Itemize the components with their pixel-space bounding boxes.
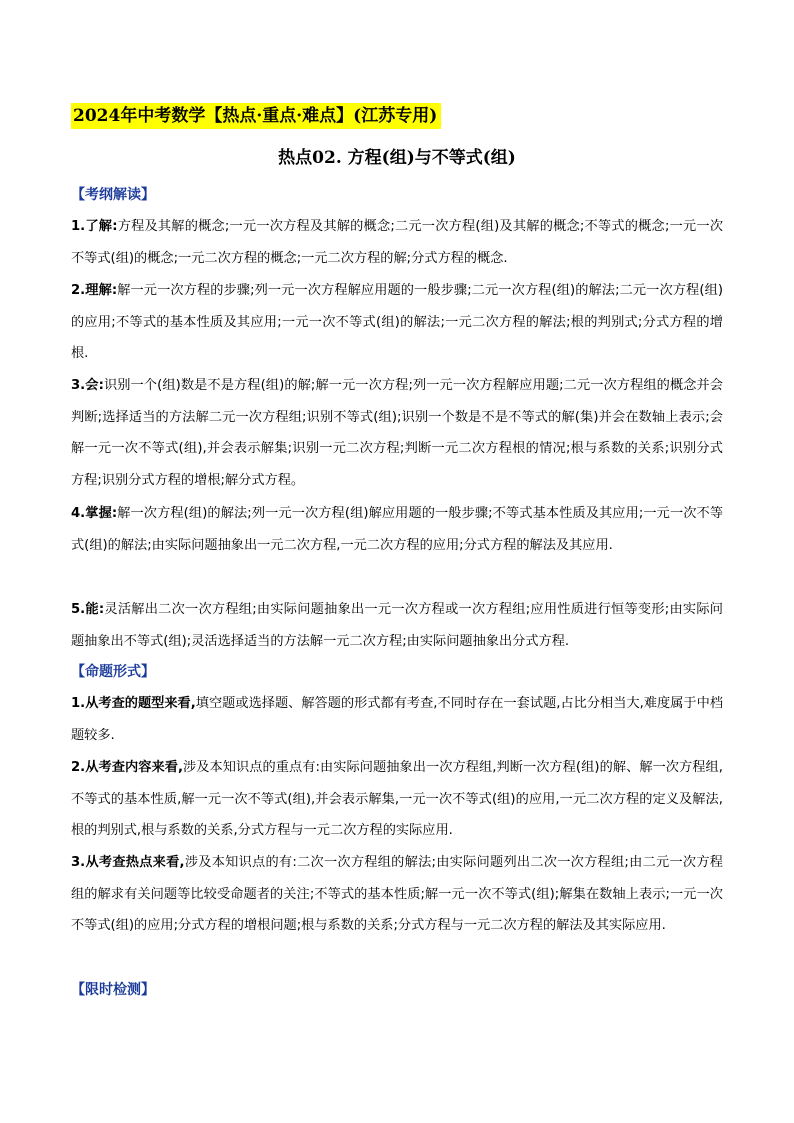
- item-lead: 1.从考查的题型来看,: [71, 696, 196, 711]
- item-text: 填空题或选择题、解答题的形式都有考查,不同时存在一套试题,占比分相当大,难度属于中档题较多.: [71, 696, 724, 743]
- section-heading-syllabus: 【考纲解读】: [71, 187, 155, 203]
- item-lead: 2.理解:: [71, 283, 118, 298]
- section-heading-format: 【命题形式】: [71, 664, 155, 680]
- syllabus-item-able: [71, 370, 723, 496]
- item-text: 解一元一次方程的步骤;列一元一次方程解应用题的一般步骤;二元一次方程(组)的解法;二元一次方程(组)的应用;不等式的基本性质及其应用;一元一次不等式(组)的解法;一元二次方程的解法;根的判别式;分式方程的增根.: [71, 283, 724, 361]
- item-lead: 2.从考查内容来看,: [71, 760, 183, 775]
- item-text: 解一次方程(组)的解法;列一元一次方程(组)解应用题的一般步骤;不等式基本性质及其应用;一元一次不等式(组)的解法;由实际问题抽象出一元二次方程,一元二次方程的应用;分式方程的解法及其应用.: [71, 506, 724, 553]
- item-text: 识别一个(组)数是不是方程(组)的解;解一元一次方程;列一元一次方程解应用题;二元一次方程组的概念并会判断;选择适当的方法解二元一次方程组;识别不等式(组);识别一个数是不是不等式的解(集)并会在数轴上表示;会解一元一次不等式(组),并会表示解集;识别一元二次方程;判断一元二次方程根的情况;根与系数的关系;识别分式方程;识别分式方程的增根;解分式方程。: [71, 378, 723, 488]
- syllabus-item-understand-basic: [71, 211, 723, 274]
- item-lead: 5.能:: [71, 602, 105, 617]
- item-lead: 4.掌握:: [71, 506, 118, 521]
- syllabus-item-master: [71, 498, 723, 561]
- item-text: 方程及其解的概念;一元一次方程及其解的概念;二元一次方程(组)及其解的概念;不等式的概念;一元一次不等式(组)的概念;一元二次方程的概念;一元二次方程的解;分式方程的概念.: [71, 219, 723, 266]
- series-title: 2024年中考数学【热点·重点·难点】(江苏专用): [73, 106, 438, 126]
- format-item-question-types: [71, 688, 723, 751]
- section-heading-timed-test: 【限时检测】: [71, 982, 155, 998]
- format-item-content: [71, 752, 723, 847]
- item-lead: 3.会:: [71, 378, 104, 393]
- item-lead: 3.从考查热点来看,: [71, 855, 185, 870]
- format-item-hotspots: [71, 847, 723, 942]
- item-text: 涉及本知识点的有:二次一次方程组的解法;由实际问题列出二次一次方程组;由二元一次方程组的解求有关问题等比较受命题者的关注;不等式的基本性质;解一元一次不等式(组);解集在数轴上表示;一元一次不等式(组)的应用;分式方程的增根问题;根与系数的关系;分式方程与一元二次方程的解法及其实际应用.: [71, 855, 723, 933]
- item-text: 涉及本知识点的重点有:由实际问题抽象出一次方程组,判断一次方程(组)的解、解一次方程组,不等式的基本性质,解一元一次不等式(组),并会表示解集,一元一次不等式(组)的应用,一元二次方程的定义及解法,根的判别式,根与系数的关系,分式方程与一元二次方程的实际应用.: [71, 760, 723, 838]
- syllabus-item-comprehend: [71, 275, 723, 370]
- series-title-highlight: [71, 103, 441, 129]
- item-lead: 1.了解:: [71, 219, 118, 234]
- topic-title: 热点02. 方程(组)与不等式(组): [278, 148, 516, 168]
- item-text: 灵活解出二次一次方程组;由实际问题抽象出一元一次方程或一次方程组;应用性质进行恒等变形;由实际问题抽象出不等式(组);灵活选择适当的方法解一元二次方程;由实际问题抽象出分式方程.: [71, 602, 723, 649]
- syllabus-item-capable: [71, 594, 723, 657]
